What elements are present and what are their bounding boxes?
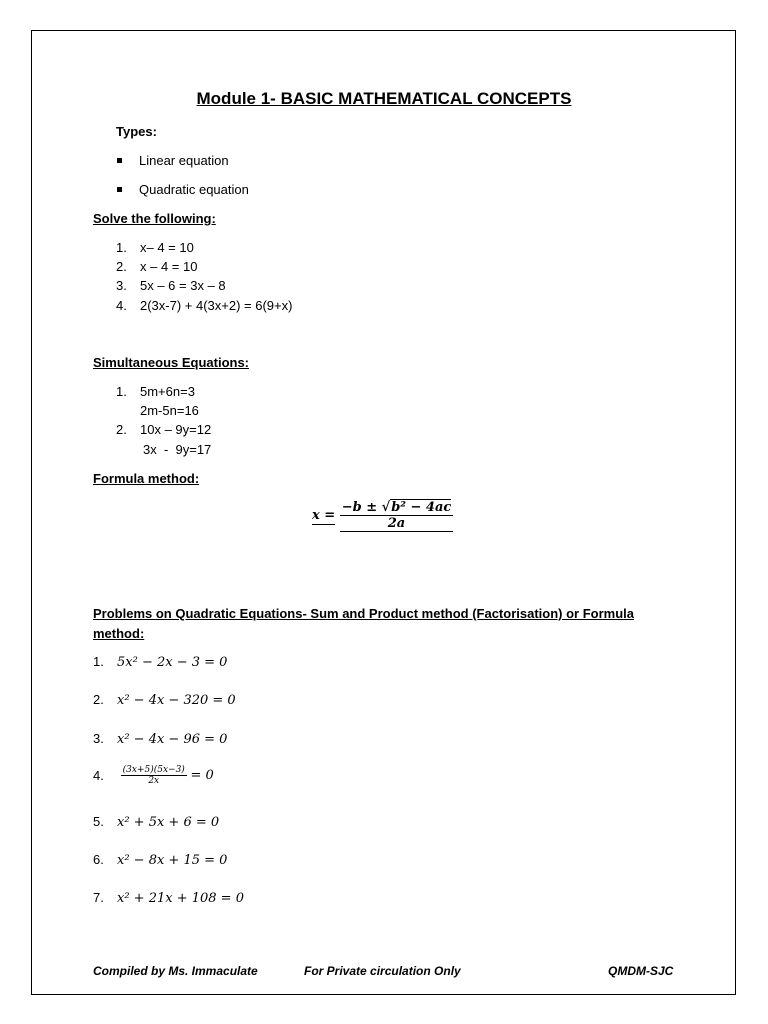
simultaneous-heading: Simultaneous Equations: xyxy=(93,355,250,370)
problem-item-1: 1. 5x² − 2x − 3 = 0 xyxy=(93,654,228,670)
problems-heading-line2: method: xyxy=(93,626,145,641)
problems-heading-line1: Problems on Quadratic Equations- Sum and Product method (Factorisation) or Formula xyxy=(93,606,634,621)
solve-item-3: 3. 5x – 6 = 3x – 8 xyxy=(116,278,226,293)
solve-heading: Solve the following: xyxy=(93,211,216,226)
bullet-icon xyxy=(117,158,122,163)
types-item-label: Quadratic equation xyxy=(139,182,249,197)
simultaneous-item-1: 1. 5m+6n=3 xyxy=(116,384,195,399)
solve-item-4: 4. 2(3x-7) + 4(3x+2) = 6(9+x) xyxy=(116,298,293,313)
problem-item-7: 7. x² + 21x + 108 = 0 xyxy=(93,890,244,906)
simultaneous-item-1-line2: 2m-5n=16 xyxy=(140,403,199,418)
formula-heading: Formula method: xyxy=(93,471,200,486)
types-item-2 xyxy=(117,182,249,197)
formula-lhs: x = xyxy=(312,507,336,523)
formula-denominator: 2a xyxy=(340,515,454,531)
footer-center: For Private circulation Only xyxy=(304,964,461,978)
formula-numerator: −b ± √b² − 4ac xyxy=(341,500,452,515)
problem-item-2: 2. x² − 4x − 320 = 0 xyxy=(93,692,236,708)
formula-fraction xyxy=(340,500,454,532)
problem-item-6: 6. x² − 8x + 15 = 0 xyxy=(93,852,228,868)
types-heading: Types: xyxy=(116,124,157,139)
problem-item-3: 3. x² − 4x − 96 = 0 xyxy=(93,731,228,747)
quadratic-formula xyxy=(312,500,453,532)
page-title: Module 1- BASIC MATHEMATICAL CONCEPTS xyxy=(196,89,572,108)
solve-item-1: 1. x– 4 = 10 xyxy=(116,240,194,255)
problem-item-4: 4. $\frac{(3x+5)(5x-3)}{2x}$ = 0 xyxy=(93,765,214,786)
footer-left: Compiled by Ms. Immaculate xyxy=(93,964,258,978)
simultaneous-item-2-line2: 3x - 9y=17 xyxy=(143,442,212,457)
solve-item-2: 2. x – 4 = 10 xyxy=(116,259,198,274)
problem-item-5: 5. x² + 5x + 6 = 0 xyxy=(93,814,220,830)
types-item-1 xyxy=(117,153,229,168)
bullet-icon xyxy=(117,187,122,192)
simultaneous-item-2: 2. 10x – 9y=12 xyxy=(116,422,212,437)
types-item-label: Linear equation xyxy=(139,153,229,168)
footer-right: QMDM-SJC xyxy=(608,964,674,978)
problem-4-fraction: $\frac{(3x+5)(5x-3)}{2x}$ xyxy=(122,765,185,786)
